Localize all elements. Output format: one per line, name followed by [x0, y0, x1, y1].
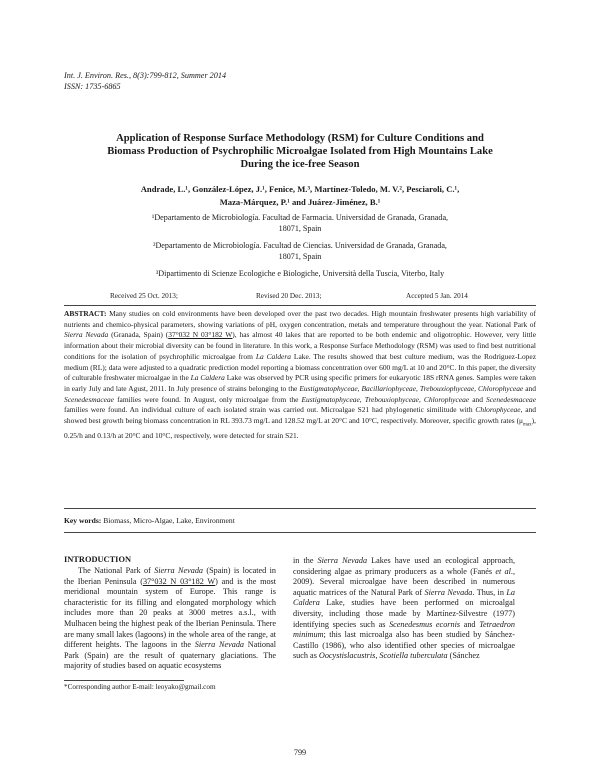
abstract-text: families were found. In August, only microalgae from the [113, 394, 302, 404]
abstract-text: and [523, 383, 536, 393]
revised-date: Revised 20 Dec. 2013; [256, 292, 322, 300]
intro-text: and [460, 619, 480, 629]
affiliation-line: 18071, Spain [278, 252, 322, 261]
abstract-text: , and showed best growth being biomass concentration in RL 393.73 mg/L and 128.52 mg/L at 20°C and 10°C, respectively. Moreover, specific growth rates (μ [64, 405, 537, 426]
abstract-italic: Scenedesmaceae [486, 394, 536, 404]
keywords-label: Key words: [64, 516, 102, 525]
intro-text: in the [293, 556, 318, 565]
intro-italic: Sierra Nevada [194, 640, 245, 650]
section-heading: INTRODUCTION [64, 555, 132, 564]
intro-italic: Sierra Nevada [154, 566, 204, 575]
intro-text: ., 2009). Several microalgae have been described in numerous aquatic matrices of the Natural Park of [293, 566, 515, 597]
keywords [64, 516, 536, 525]
abstract-subscript: max [523, 422, 532, 428]
affiliation-line: ¹Departamento de Microbiología. Facultad de Farmacia. Universidad de Granada, Granada, [151, 213, 449, 222]
affiliation-line: 18071, Spain [278, 224, 322, 233]
affiliation-line: ²Departamento de Microbiología. Facultad de Ciencias. Universidad de Granada, Granada, [153, 241, 447, 250]
paper-title: Application of Response Surface Methodology (RSM) for Culture Conditions and Biomass Production of Psychrophilic Microalgae Isolated from High Mountains Lake During the ice-free Season [107, 133, 493, 170]
journal-citation: Int. J. Environ. Res., 8(3):799-812, Summer 2014 [64, 71, 227, 80]
affiliation-1 [104, 212, 496, 234]
author-list [104, 183, 496, 209]
journal-header [64, 70, 226, 92]
abstract-text: families were found. An individual culture of each isolated strain was carried out. Microalgae S21 had phylogenetic similitude with [64, 405, 476, 415]
intro-italic: Tetraedron minimum [293, 619, 515, 640]
abstract-text: and [469, 394, 487, 404]
intro-paragraph [64, 566, 276, 672]
affiliation-3 [104, 268, 496, 279]
accepted-date: Accepted 5 Jan. 2014 [406, 292, 468, 300]
page-number: 799 [293, 748, 307, 757]
intro-coordinates: 37°032 N 03°182 W [142, 576, 216, 586]
abstract-italic: La Caldera [190, 373, 225, 383]
journal-issn: ISSN: 1735-6865 [64, 82, 121, 91]
received-dates [64, 292, 536, 304]
abstract-text: ), 0.25/h and 0.13/h at 20°C and 10°C, respectively, were detected for strain S21. [64, 416, 536, 441]
intro-paragraph [293, 556, 515, 662]
abstract-bottom-rule [64, 508, 536, 509]
abstract-text: ), has almost 40 lakes that are reported to be both endemic and oligotrophic. However, very little information about their microbial diversity can be found in literature. In this work, a Response Surface Methodology (RSM) was used to find best nutritional conditions for the isolation of psychrophilic microalgae from [64, 330, 536, 361]
intro-text: Lakes have used an ecological approach, considering algae as primary producers as a whole (Fanés [293, 556, 515, 576]
intro-text: The National Park of [78, 566, 155, 575]
intro-italic: Oocystislacustris, Scotiella tuberculata [318, 651, 448, 661]
affiliation-2 [104, 240, 496, 262]
intro-text: National Park (Spain) are the result of quaternary glaciations. The majority of studies based on aquatic ecosystems [64, 640, 276, 671]
intro-italic: Scenedesmus ecornis [389, 619, 461, 629]
abstract-coordinates: 37°032 N 03°182 W [168, 330, 233, 340]
abstract-italic: Scenedesmaceae [64, 394, 114, 404]
intro-text: (Spain) is located in the Iberian Peninsula ( [64, 566, 277, 586]
received-date: Received 25 Oct. 2013; [110, 292, 178, 300]
author-line: Andrade, L.¹, González-López, J.¹, Fenice, M.³, Martínez-Toledo, M. V.², Pesciaroli, C.¹, [140, 184, 460, 194]
keywords-bottom-rule [64, 532, 536, 533]
abstract-text: Lake was observed by PCR using specific primers for eukaryotic 18S rRNA genes. Samples were taken in early July and late Agust, 2011. In July presence of strains belonging to the [64, 373, 536, 393]
intro-left-column [64, 566, 276, 672]
abstract-italic: Sierra Nevada [64, 330, 109, 340]
intro-italic: La Caldera [293, 587, 516, 608]
intro-text: Lake, studies have been performed on microalgal diversity, including those made by Martínez-Silvestre (1977) identifying species such as [293, 598, 515, 629]
abstract-text: (Granada, Spain) ( [108, 330, 169, 340]
intro-right-column [293, 556, 515, 662]
abstract [64, 309, 536, 442]
abstract-label: ABSTRACT: [64, 309, 107, 318]
intro-italic: Sierra Nevada [424, 587, 473, 597]
intro-italic: Sierra Nevada [317, 556, 368, 565]
keywords-text: Biomass, Micro-Algae, Lake, Environment [101, 516, 235, 525]
corresponding-author-footnote: *Corresponding author E-mail: leoyako@gmail.com [64, 683, 216, 691]
footnote-rule [64, 680, 184, 681]
abstract-italic: Chlorophyceae [475, 405, 521, 415]
intro-text: ; this last microalga also has been studied by Sánchez-Castillo (1986), who also identified other species of microalgae such as [293, 630, 515, 661]
abstract-top-rule [64, 305, 536, 306]
abstract-italic: Eustigmatophyceae, Bacillariophyceae, Trebouxiophyceae, Chlorophyceae [299, 383, 524, 393]
intro-text: (Sánchez [447, 651, 480, 661]
abstract-text: Many studies on cold environments have been developed over the past two decades. High mountain freshwater presents high variability of nutrients and chemico-physical parameters, showing variations of pH, oxygen concentration, metals and temperature throughout the year. National Park of [64, 309, 536, 329]
affiliation-line: ³Dipartimento di Scienze Ecologiche e Biologiche, Università della Tuscia, Viterbo, Italy [155, 269, 445, 278]
author-line: Maza-Márquez, P.¹ and Juárez-Jiménez, B.¹ [219, 197, 381, 207]
intro-text: . Thus, in [472, 587, 507, 597]
abstract-text: Lake. The results showed that best culture medium, was the Rodriguez-Lopez medium (RL); data were adjusted to a quadratic prediction model reporting a biomass concentration over 600 mg/L at 10 and 20°C. In this paper, the diversity of culturable freshwater microalgae in the [64, 351, 536, 383]
abstract-italic: Eustigmatophyceae, Trebouxiophyceae, Chlorophyceae [301, 394, 470, 404]
intro-text: ) and is the most meridional mountain system of Europe. This range is characteristic for its filling and elongated morphology which includes more than 20 peaks at 3000 metres a.s.l., with Mulhacen being the highest peak of the Iberian Peninsula. There are many small lakes (lagoons) in the whole area of the range, at different heights. The lagoons in the [64, 576, 277, 650]
abstract-italic: La Caldera [255, 351, 291, 361]
intro-italic: et al [495, 566, 511, 576]
